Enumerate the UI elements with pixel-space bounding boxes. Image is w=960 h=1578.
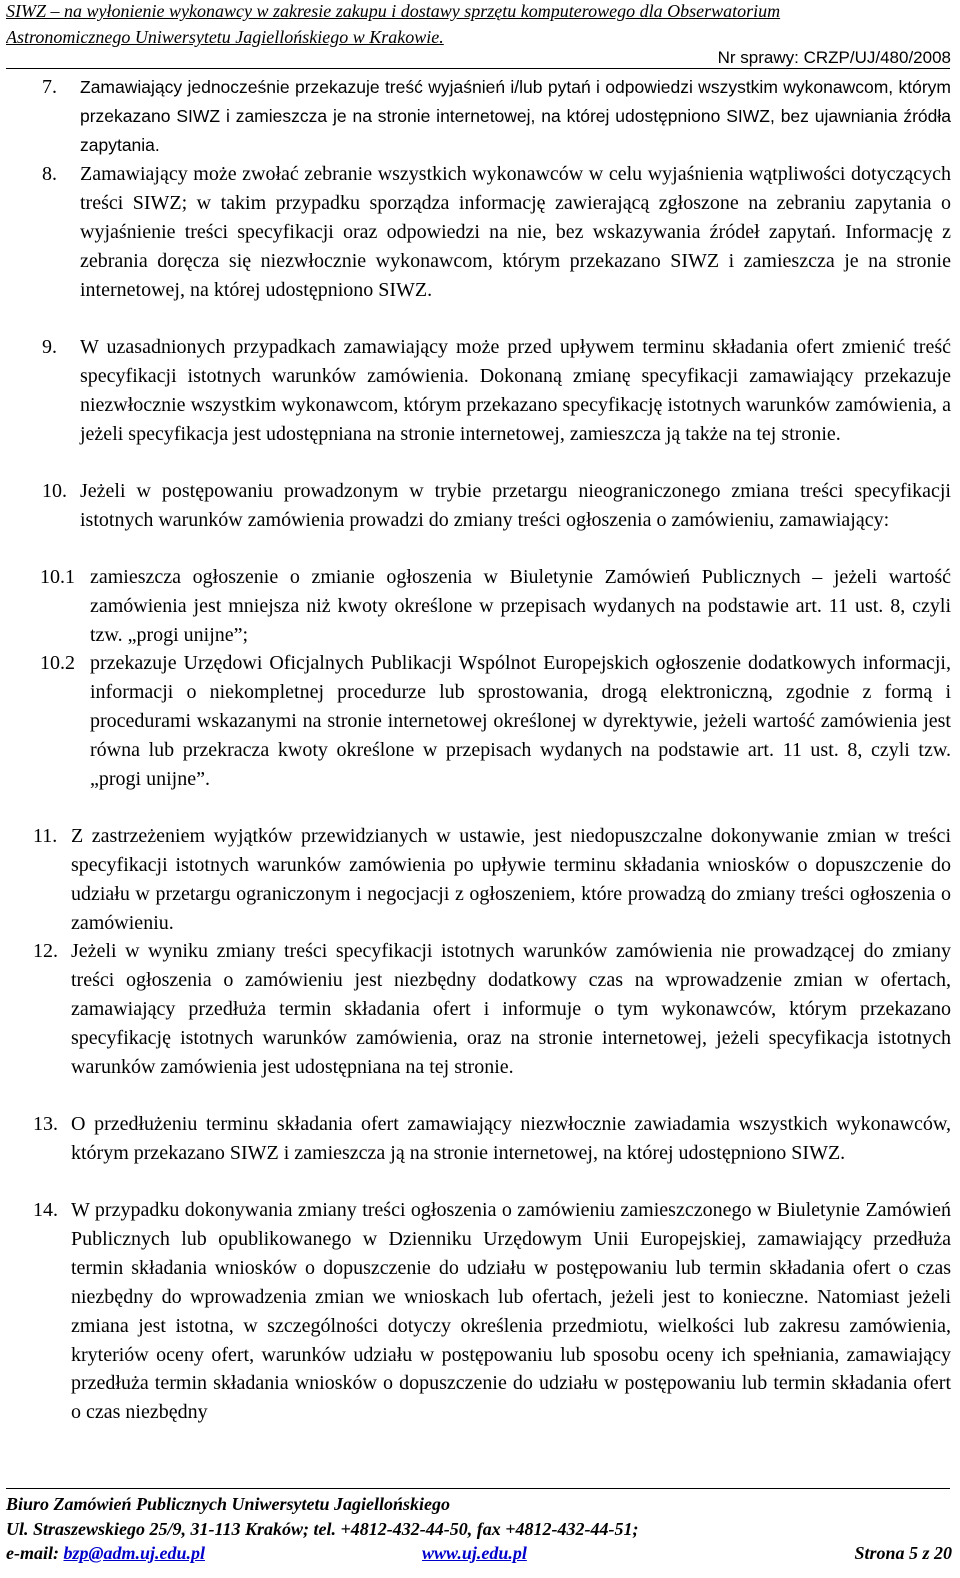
item-text: Z zastrzeżeniem wyjątków przewidzianych w ustawie, jest niedopuszczalne dokonywanie zmian w treści specyfikacji istotnych warunków zamówienia po upływie terminu składania wniosków o dopuszczenie do udziału w przetargu ograniczonym i negocjacji z ogłoszeniem, które prowadzą do zmiany treści ogłoszenia o zamówieniu. xyxy=(71,825,951,934)
item-text: W uzasadnionych przypadkach zamawiający może przed upływem terminu składania ofert zmienić treść specyfikacji istotnych warunków zamówienia. Dokonaną zmianę specyfikacji zamawiający przekazuje niezwłocznie wszystkim wykonawcom, którym przekazano specyfikację istotnych warunków zamówienia, a jeżeli specyfikacja jest udostępniana na stronie internetowej, zamieszcza ją także na tej stronie. xyxy=(80,336,951,445)
header-title-line-2: Astronomicznego Uniwersytetu Jagiellońskiego w Krakowie. xyxy=(6,27,444,47)
footer-address: Ul. Straszewskiego 25/9, 31-113 Kraków; tel. +4812-432-44-50, fax +4812-432-44-51; xyxy=(6,1519,639,1539)
item-number: 10.1 xyxy=(40,566,75,588)
item-text: W przypadku dokonywania zmiany treści ogłoszenia o zamówieniu zamieszczonego w Biuletynie Zamówień Publicznych lub opublikowanego w Dzienniku Urzędowym Unii Europejskiej, zamawiający przedłuża termin składania wniosków o dopuszczenie do udziału w postępowaniu lub termin składania ofert o czas niezbędny do wprowadzenia zmian we wnioskach lub ofertach, jeżeli jest to konieczne. Natomiast jeżeli zmiana jest istotna, w szczególności dotyczy określenia przedmiotu, wielkości lub zakresu zamówienia, kryteriów oceny ofert, warunków udziału w postępowaniu lub sposobu oceny ich spełniania, zamawiający przedłuża termin składania wniosków o dopuszczenie do udziału w postępowaniu lub termin składania ofert o czas niezbędny xyxy=(71,1199,951,1424)
item-number: 12. xyxy=(33,940,58,962)
item-number: 11. xyxy=(33,825,58,847)
footer-email-label: e-mail: xyxy=(6,1543,59,1563)
item-number: 10.2 xyxy=(40,652,75,674)
item-text: zamieszcza ogłoszenie o zmianie ogłoszenia w Biuletynie Zamówień Publicznych – jeżeli wartość zamówienia jest mniejsza niż kwoty określone w przepisach wydanych na podstawie art. 11 ust. 8, czyli tzw. „progi unijne”; xyxy=(90,566,951,646)
item-text: przekazuje Urzędowi Oficjalnych Publikacji Wspólnot Europejskich ogłoszenie dodatkowych informacji, informacji o niekompletnej procedurze lub sprostowania, drogą elektroniczną, zgodnie z formą i procedurami wskazanymi na stronie internetowej określonej w dyrektywie, jeżeli wartość zamówienia jest równa lub przekracza kwoty określone w przepisach wydanych na podstawie art. 11 ust. 8, czyli tzw. „progi unijne”. xyxy=(90,652,951,790)
case-number: Nr sprawy: CRZP/UJ/480/2008 xyxy=(717,48,951,67)
footer-email-link[interactable]: bzp@adm.uj.edu.pl xyxy=(63,1543,205,1563)
item-number: 7. xyxy=(42,76,57,98)
item-number: 14. xyxy=(33,1199,58,1221)
item-text: Zamawiający może zwołać zebranie wszystkich wykonawców w celu wyjaśnienia wątpliwości dotyczących treści SIWZ; w takim przypadku sporządza informację zawierającą zgłoszone na zebraniu zapytania o wyjaśnienie treści specyfikacji oraz odpowiedzi na nie, bez wskazywania źródeł zapytań. Informację z zebrania doręcza się niezwłocznie wykonawcom, którym przekazano SIWZ i zamieszcza je na stronie internetowej, na której udostępniono SIWZ. xyxy=(80,163,951,301)
item-text: Jeżeli w postępowaniu prowadzonym w trybie przetargu nieograniczonego zmiana treści specyfikacji istotnych warunków zamówienia prowadzi do zmiany treści ogłoszenia o zamówieniu, zamawiający: xyxy=(80,480,951,531)
item-text: O przedłużeniu terminu składania ofert zamawiający niezwłocznie zawiadamia wszystkich wykonawców, którym przekazano SIWZ i zamieszcza ją na stronie internetowej, na której udostępniono SIWZ. xyxy=(71,1113,951,1164)
footer-website-link[interactable]: www.uj.edu.pl xyxy=(422,1543,527,1563)
item-number: 13. xyxy=(33,1113,58,1135)
item-number: 10. xyxy=(42,480,67,502)
header-divider xyxy=(6,68,950,69)
item-number: 8. xyxy=(42,163,57,185)
item-number: 9. xyxy=(42,336,57,358)
item-text: Jeżeli w wyniku zmiany treści specyfikacji istotnych warunków zamówienia nie prowadzącej do zmiany treści ogłoszenia o zamówieniu jest niezbędny dodatkowy czas na wprowadzenie zmian w ofertach, zamawiający przedłuża termin składania ofert i informuje o tym wykonawców, którym przekazano specyfikację istotnych warunków zamówienia, oraz na stronie internetowej, jeżeli specyfikacja istotnych warunków zamówienia jest udostępniana na tej stronie. xyxy=(71,940,951,1078)
header-title-line-1: SIWZ – na wyłonienie wykonawcy w zakresie zakupu i dostawy sprzętu komputerowego dla Obserwatorium xyxy=(6,1,781,21)
footer-divider xyxy=(6,1488,950,1489)
footer-organization: Biuro Zamówień Publicznych Uniwersytetu Jagiellońskiego xyxy=(6,1494,451,1514)
item-text: Zamawiający jednocześnie przekazuje treść wyjaśnień i/lub pytań i odpowiedzi wszystkim wykonawcom, którym przekazano SIWZ i zamieszcza je na stronie internetowej, na której udostępniono SIWZ, bez ujawniania źródła zapytania. xyxy=(80,77,951,155)
page-number: Strona 5 z 20 xyxy=(854,1543,952,1563)
